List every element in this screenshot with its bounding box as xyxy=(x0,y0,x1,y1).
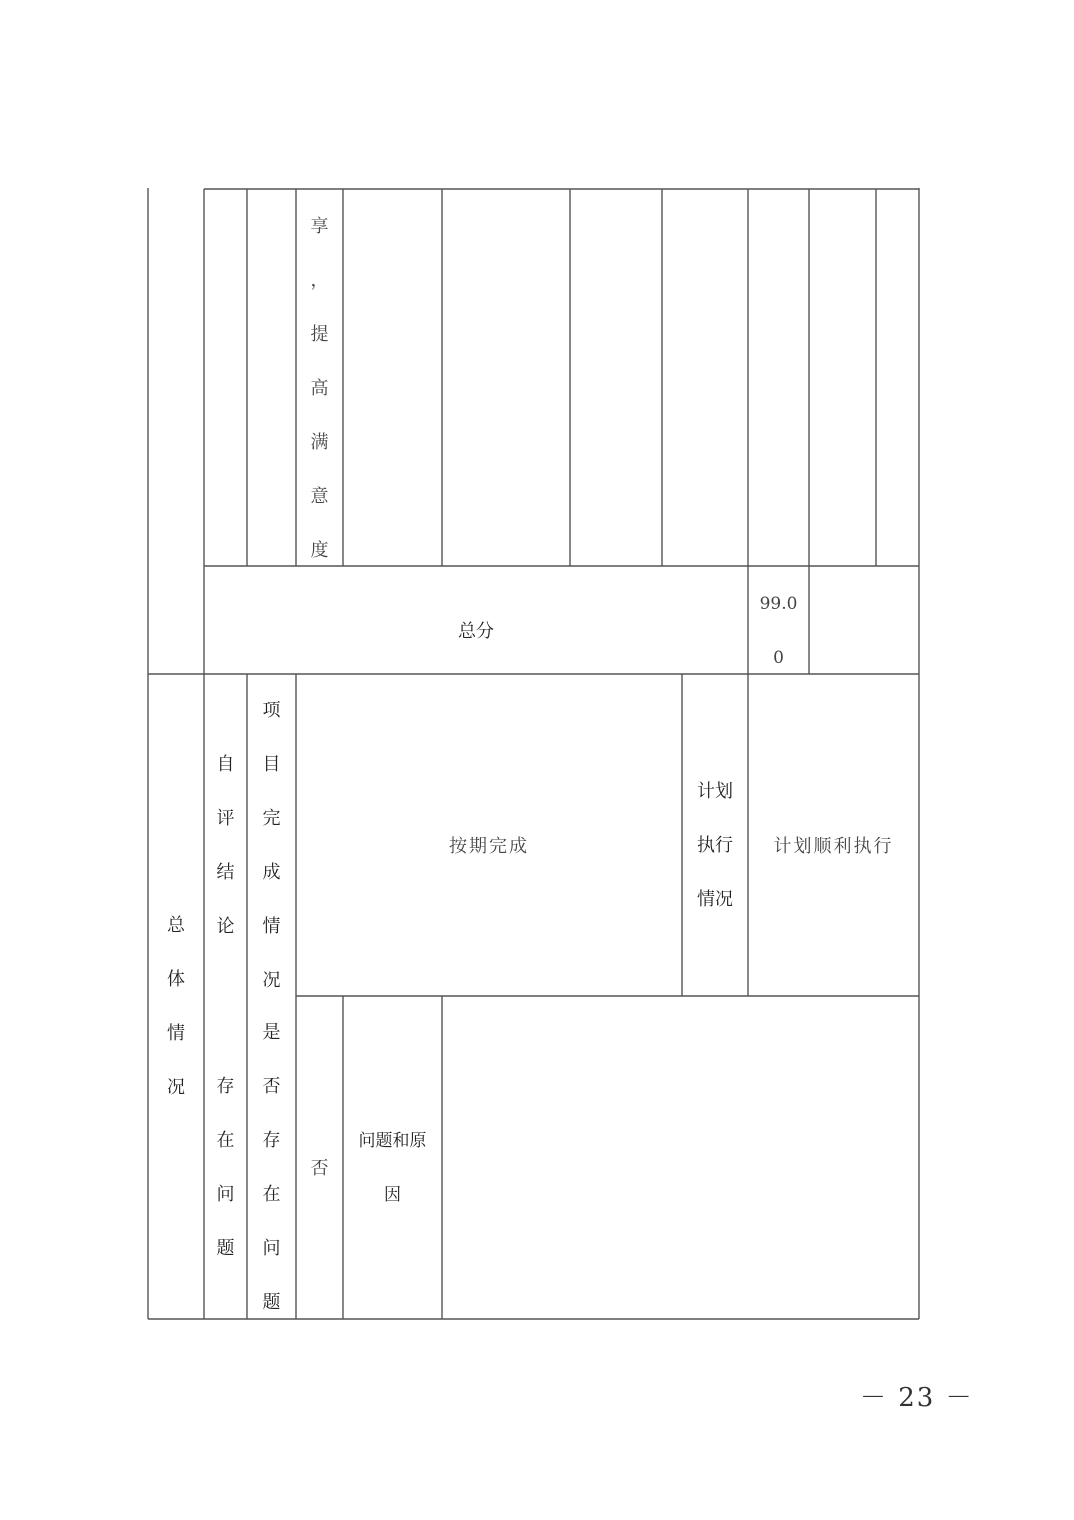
char: 况 xyxy=(167,1077,185,1098)
completion-status-value: 按期完成 xyxy=(449,836,529,857)
has-issues-label xyxy=(247,1006,296,1330)
char: 享 xyxy=(310,216,329,237)
char: 满 xyxy=(310,432,329,453)
char: 高 xyxy=(310,378,329,399)
char: 完 xyxy=(262,808,281,829)
char: 提 xyxy=(310,324,329,345)
char: 情 xyxy=(262,916,281,937)
char: 项 xyxy=(262,700,281,721)
char: 在 xyxy=(262,1184,281,1205)
satisfaction-text-column xyxy=(296,200,343,578)
char: 自 xyxy=(216,754,235,775)
char: 题 xyxy=(216,1238,235,1259)
label-line: 计划 xyxy=(697,781,733,802)
char: 情 xyxy=(167,1023,185,1044)
char: 否 xyxy=(262,1076,281,1097)
label-line: 问题和原 xyxy=(358,1131,427,1151)
char: ， xyxy=(310,270,329,291)
score-line: 0 xyxy=(773,648,784,668)
section-label-overall xyxy=(148,899,204,1115)
char: 题 xyxy=(262,1292,281,1313)
char: 在 xyxy=(216,1130,235,1151)
label-line: 因 xyxy=(384,1185,401,1205)
char: 存 xyxy=(216,1076,235,1097)
self-evaluation-label xyxy=(204,738,247,954)
issues-label xyxy=(204,1060,247,1276)
problem-cause-value xyxy=(442,996,919,1319)
char: 结 xyxy=(216,862,235,883)
char: 问 xyxy=(262,1238,281,1259)
char: 问 xyxy=(216,1184,235,1205)
char: 论 xyxy=(216,916,235,937)
char: 体 xyxy=(167,969,185,990)
total-score xyxy=(748,577,809,685)
plan-execution-label xyxy=(682,765,748,927)
label-line: 情况 xyxy=(697,889,733,910)
char: 况 xyxy=(262,970,281,991)
char: 度 xyxy=(310,540,329,561)
total-label: 总分 xyxy=(458,621,494,642)
char: 目 xyxy=(262,754,281,775)
char: 意 xyxy=(310,486,329,507)
char: 是 xyxy=(262,1022,281,1043)
char: 评 xyxy=(216,808,235,829)
completion-status-label xyxy=(247,684,296,1008)
problem-cause-label xyxy=(343,1114,442,1222)
char: 总 xyxy=(167,915,185,936)
score-line: 99.0 xyxy=(759,594,798,614)
label-line: 执行 xyxy=(697,835,733,856)
char: 存 xyxy=(262,1130,281,1151)
page-number: － 23 － xyxy=(860,1383,974,1413)
char: 成 xyxy=(262,862,281,883)
plan-execution-value: 计划顺利执行 xyxy=(773,836,894,857)
has-issues-value: 否 xyxy=(310,1158,329,1179)
